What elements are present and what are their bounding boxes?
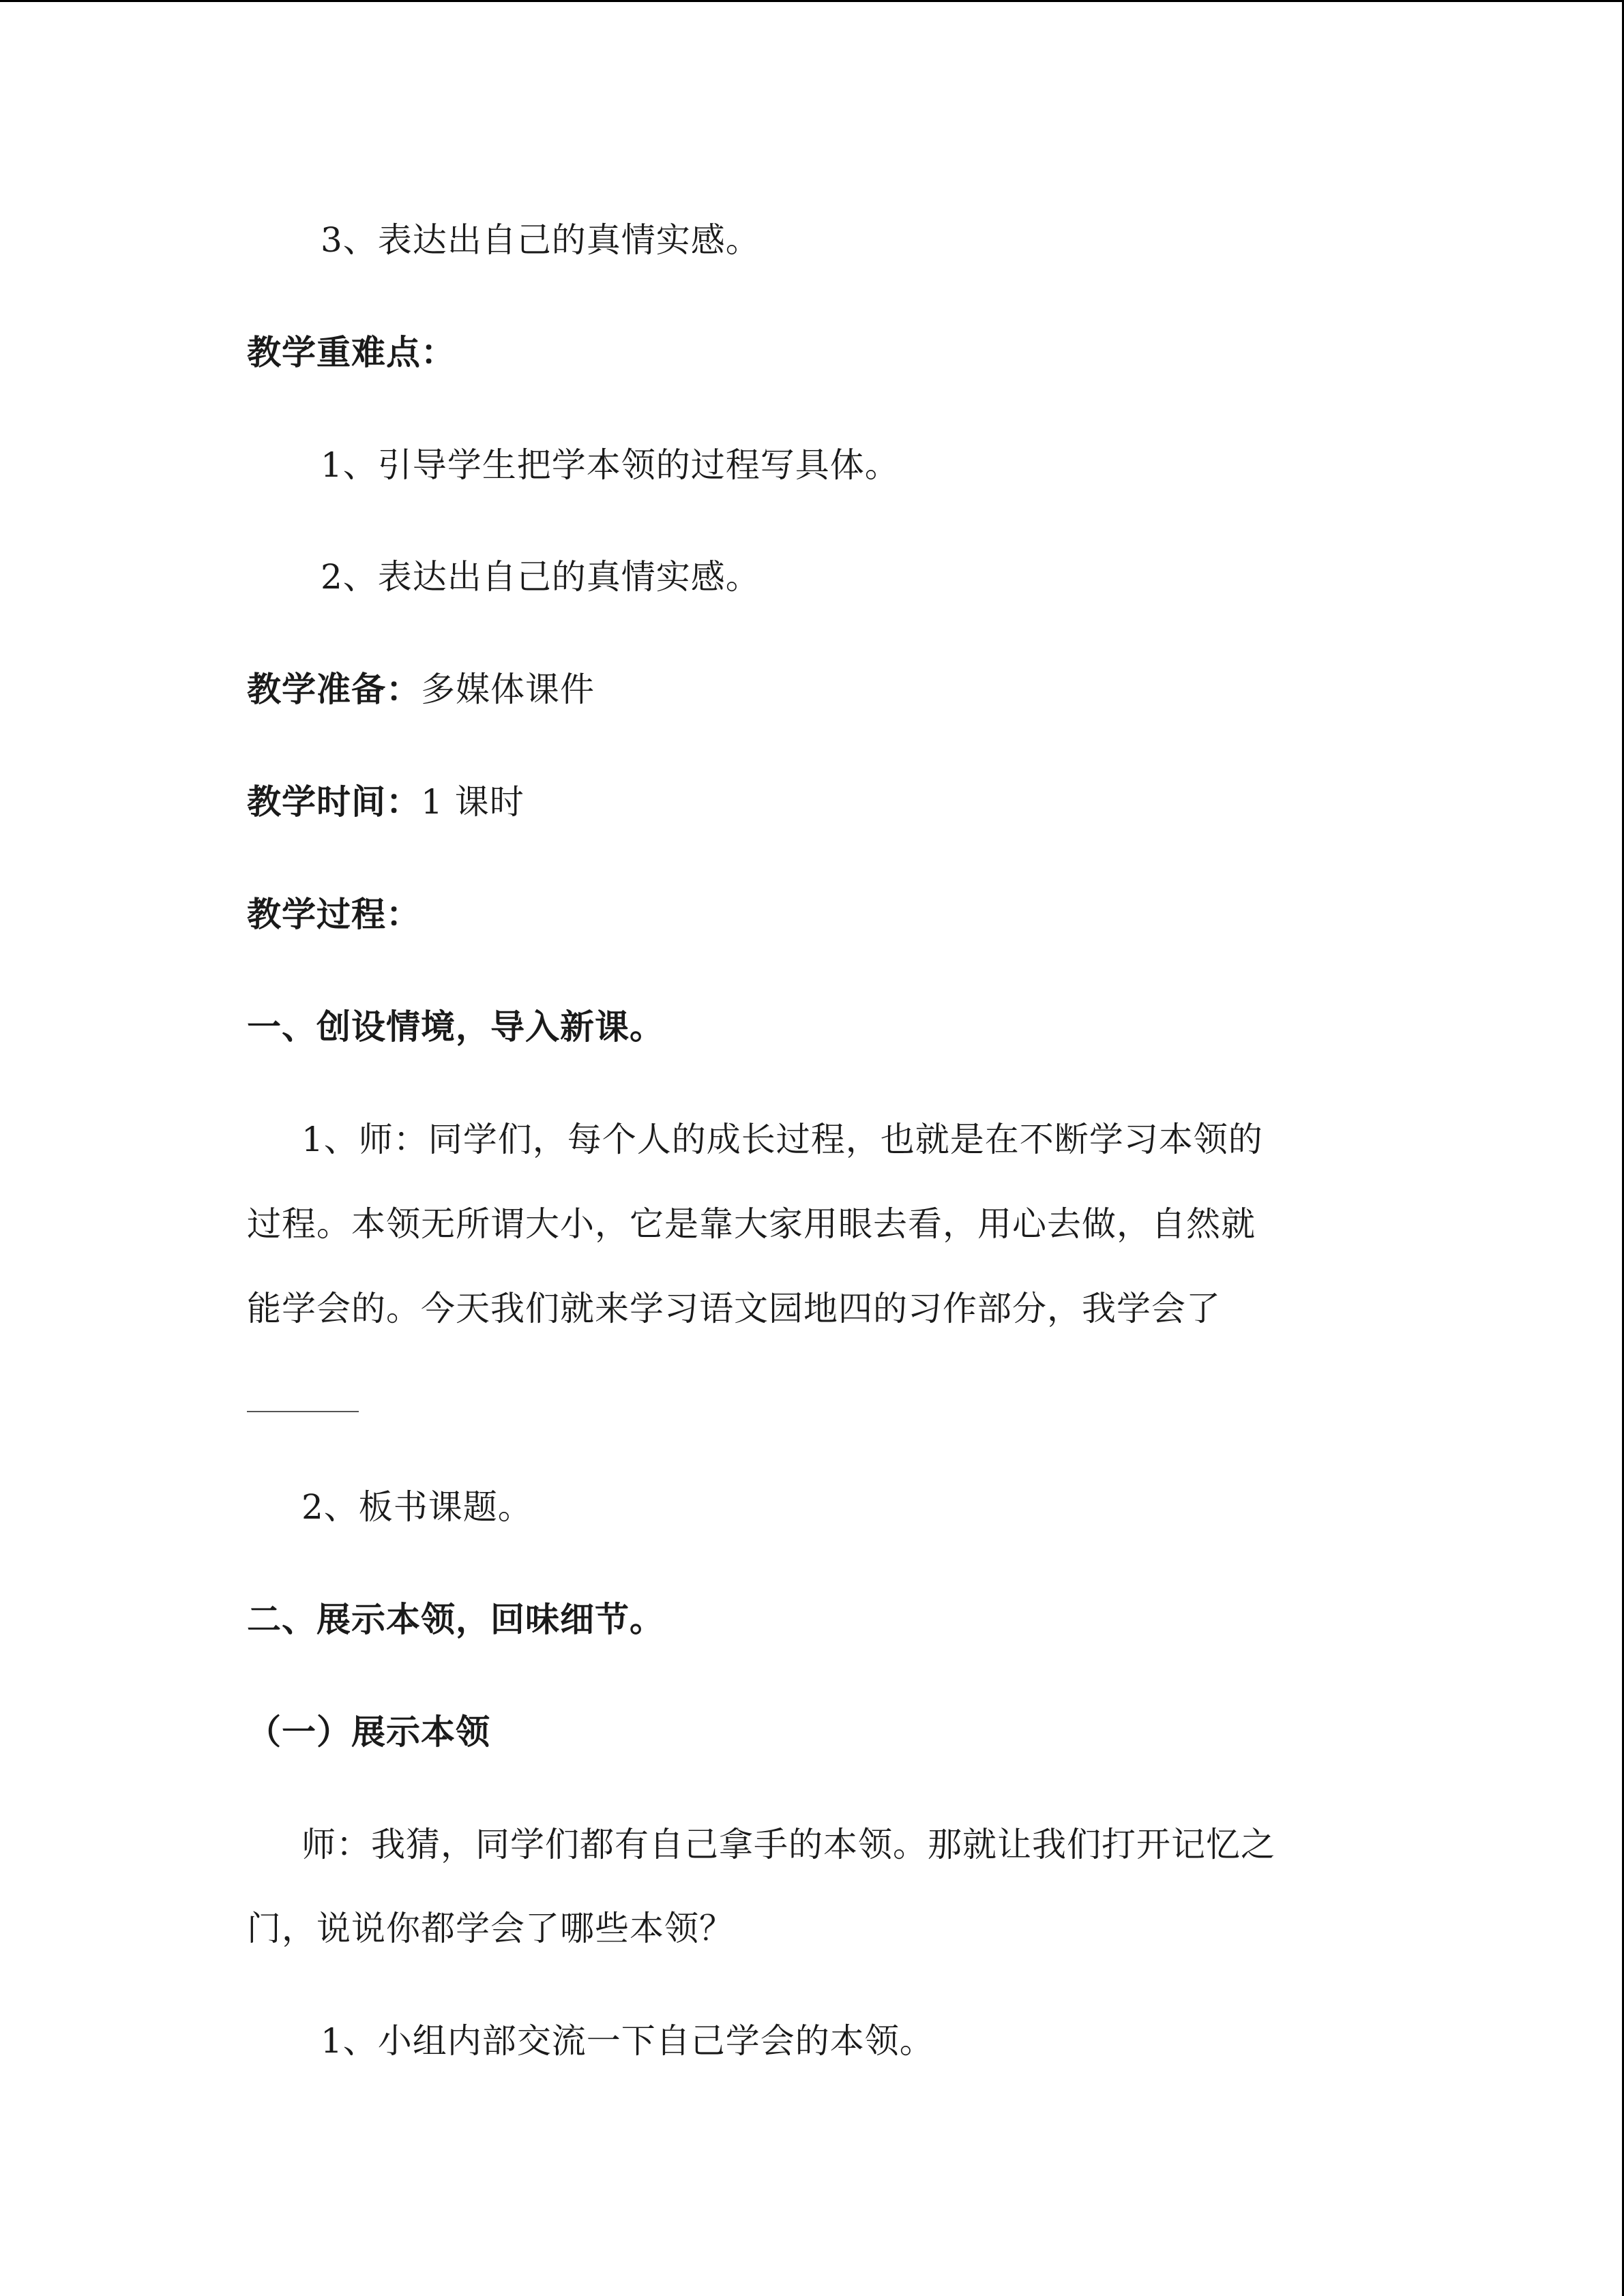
heading-key-difficulties: 教学重难点： — [247, 332, 456, 372]
section-1-heading: 一、创设情境，导入新课。 — [247, 1007, 664, 1047]
teaching-time-value: 1 课时 — [421, 782, 525, 822]
teaching-preparation-label: 教学准备： — [247, 669, 421, 709]
difficulty-2: 2、表达出自己的真情实感。 — [321, 557, 761, 597]
paragraph-3-line-2: 门，说说你都学会了哪些本领？ — [247, 1909, 734, 1948]
teaching-time-label: 教学时间： — [247, 781, 421, 822]
heading-teaching-process: 教学过程： — [247, 894, 421, 934]
subsection-1-heading: （一）展示本领 — [247, 1712, 490, 1752]
teaching-preparation-value: 多媒体课件 — [421, 670, 595, 709]
paragraph-1-line-1: 1、师：同学们，每个人的成长过程，也就是在不断学习本领的 — [301, 1120, 1263, 1159]
paragraph-2: 2、板书课题。 — [301, 1487, 533, 1527]
objective-3: 3、表达出自己的真情实感。 — [321, 220, 761, 260]
difficulty-1: 1、引导学生把学本领的过程写具体。 — [321, 445, 900, 485]
paragraph-1-line-2: 过程。本领无所谓大小，它是靠大家用眼去看，用心去做，自然就 — [247, 1204, 1256, 1244]
teaching-time — [247, 781, 525, 822]
fill-in-blank — [247, 1411, 359, 1412]
paragraph-3-line-1: 师：我猜，同学们都有自己拿手的本领。那就让我们打开记忆之 — [301, 1825, 1275, 1864]
teaching-preparation — [247, 669, 595, 710]
page-top-border — [0, 0, 1624, 2]
section-2-heading: 二、展示本领，回味细节。 — [247, 1599, 664, 1639]
step-1: 1、小组内部交流一下自己学会的本领。 — [321, 2021, 934, 2061]
paragraph-1-line-3: 能学会的。今天我们就来学习语文园地四的习作部分，我学会了 — [247, 1289, 1221, 1328]
